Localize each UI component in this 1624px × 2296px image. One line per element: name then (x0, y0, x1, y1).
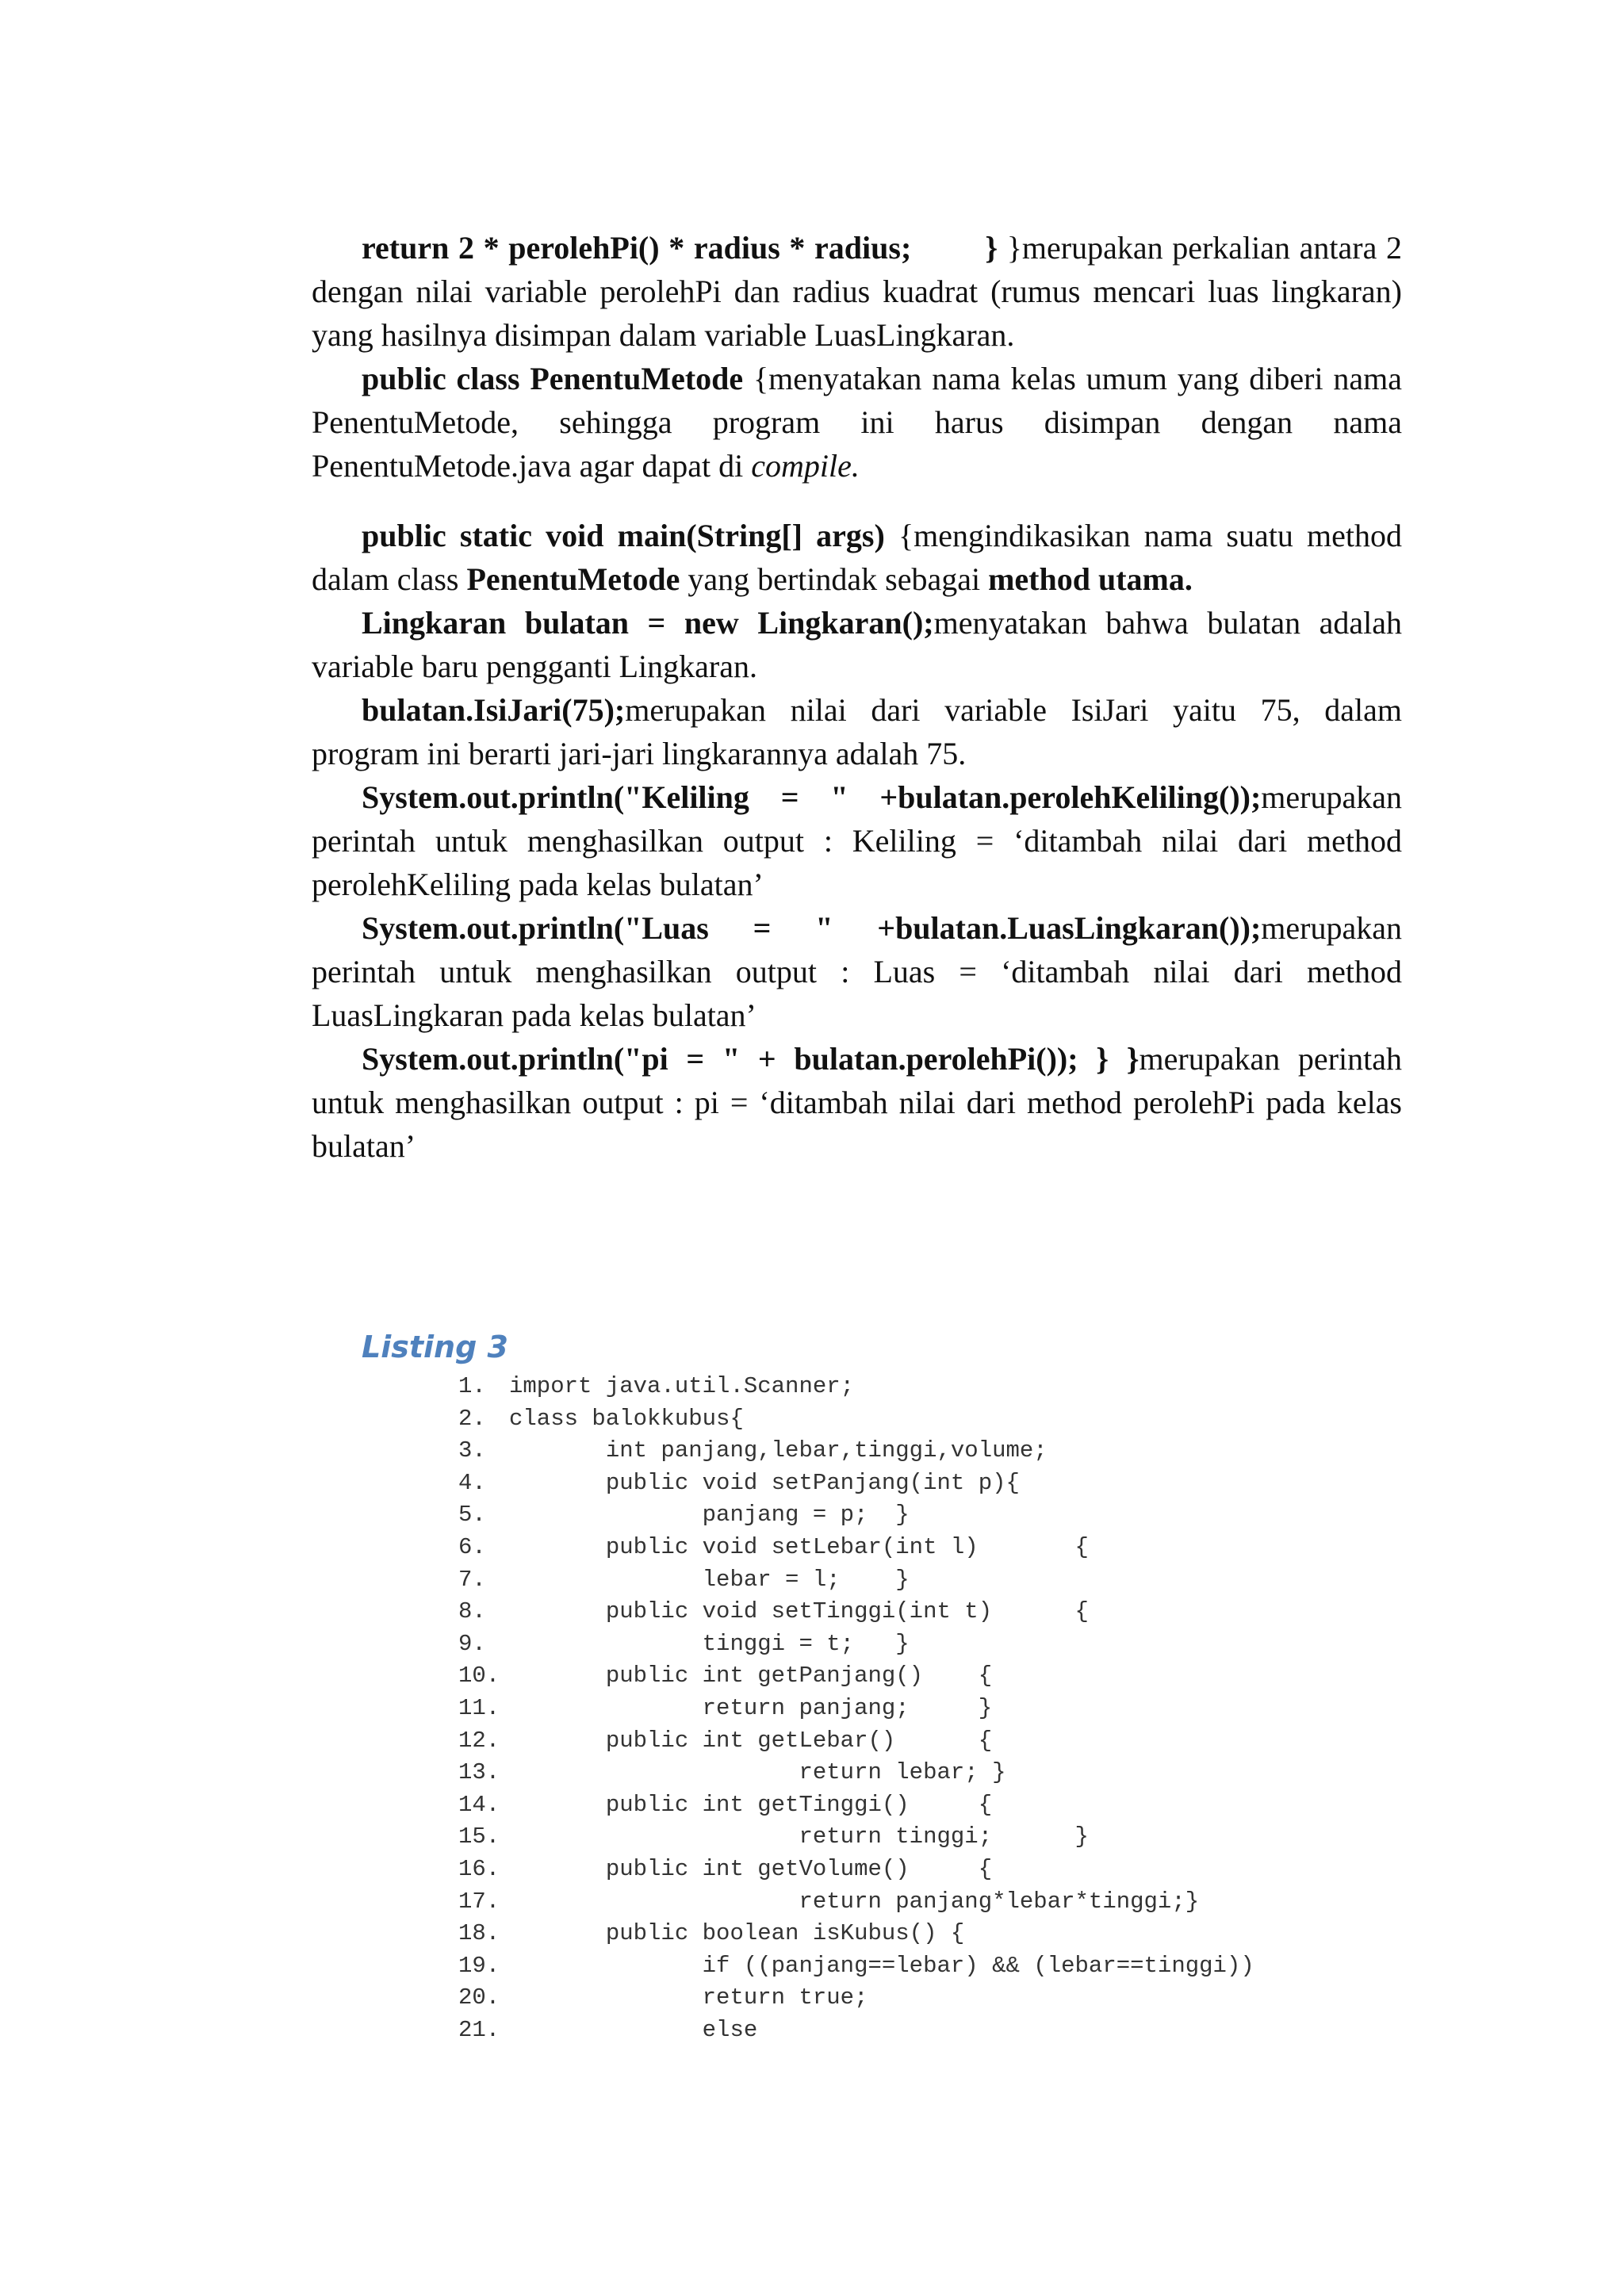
code-line (458, 1854, 1402, 1886)
code-line (458, 1435, 1402, 1468)
code-line-number: 8. (458, 1598, 486, 1625)
code-line-number: 11. (458, 1694, 500, 1721)
code-line-number: 13. (458, 1759, 500, 1786)
text-fragment: merupakan perintah untuk menghasilkan output : pi = ‘ditambah nilai dari method perolehPi pada kelas bulatan’ (312, 1041, 1402, 1164)
code-line-text: return panjang*lebar*tinggi;} (509, 1888, 1200, 1915)
code-line-text: public void setTinggi(int t) { (509, 1598, 1089, 1625)
text-fragment (911, 230, 985, 266)
code-fragment: Lingkaran bulatan = new Lingkaran(); (362, 605, 934, 641)
code-line-text: return panjang; } (509, 1694, 993, 1721)
code-line-number: 19. (458, 1952, 500, 1979)
code-line-text: public int getTinggi() { (509, 1791, 993, 1818)
code-line (458, 1532, 1402, 1564)
code-line (458, 1403, 1402, 1436)
code-line (458, 2015, 1402, 2047)
code-line-text: public int getVolume() { (509, 1855, 993, 1882)
code-line-number: 3. (458, 1437, 486, 1464)
code-line-number: 1. (458, 1373, 486, 1399)
code-fragment: System.out.println("pi = " + bulatan.perolehPi()); } } (362, 1041, 1139, 1077)
code-line-number: 21. (458, 2016, 500, 2043)
paragraph-print-pi (312, 1037, 1402, 1168)
code-line-text: public int getPanjang() { (509, 1663, 993, 1689)
code-fragment: public static void main(String[] args) (362, 518, 885, 553)
code-line (458, 1918, 1402, 1950)
text-fragment: {menyatakan nama kelas umum yang diberi nama PenentuMetode, sehingga program ini harus disimpan dengan nama PenentuMetode.java agar dapat di (312, 361, 1402, 484)
code-line-number: 6. (458, 1533, 486, 1560)
code-line-text: import java.util.Scanner; (509, 1373, 855, 1399)
code-line-number: 5. (458, 1502, 486, 1529)
code-line-text: public int getLebar() { (509, 1727, 993, 1754)
italic-term: compile. (751, 448, 860, 484)
code-line (458, 1596, 1402, 1628)
code-line-text: else (509, 2016, 758, 2043)
code-line (458, 1821, 1402, 1854)
text-fragment: yang bertindak sebagai (680, 561, 989, 597)
code-line-number: 15. (458, 1823, 500, 1850)
text-fragment: merupakan perintah untuk menghasilkan output : Luas = ‘ditambah nilai dari method LuasLingkaran pada kelas bulatan’ (312, 910, 1402, 1033)
paragraph-class-declaration (312, 357, 1402, 488)
code-line-number: 14. (458, 1791, 500, 1818)
paragraph-return-pi (312, 226, 1402, 357)
code-line (458, 1757, 1402, 1789)
code-listing (458, 1371, 1402, 2046)
code-line (458, 1693, 1402, 1725)
code-line-text: public void setPanjang(int p){ (509, 1469, 1020, 1496)
code-fragment: public class PenentuMetode (362, 361, 744, 396)
code-line-text: public void setLebar(int l) { (509, 1533, 1089, 1560)
code-line-number: 2. (458, 1405, 486, 1432)
code-line (458, 1725, 1402, 1758)
code-line-text: panjang = p; } (509, 1502, 910, 1529)
code-line-number: 18. (458, 1920, 500, 1947)
code-line-text: public boolean isKubus() { (509, 1920, 965, 1947)
text-fragment: merupakan nilai dari variable IsiJari yaitu 75, dalam program ini berarti jari-jari lingkarannya adalah 75. (312, 692, 1402, 771)
text-fragment: merupakan perintah untuk menghasilkan output : Keliling = ‘ditambah nilai dari method perolehKeliling pada kelas bulatan’ (312, 779, 1402, 902)
code-line-text: class balokkubus{ (509, 1405, 744, 1432)
code-line-number: 4. (458, 1469, 486, 1496)
code-line-text: return tinggi; } (509, 1823, 1089, 1850)
code-line-text: lebar = l; } (509, 1566, 910, 1593)
code-line-number: 9. (458, 1630, 486, 1657)
paragraph-main-method (312, 514, 1402, 601)
code-line (458, 1468, 1402, 1500)
code-line-text: return lebar; } (509, 1759, 1006, 1786)
paragraph-new-object (312, 601, 1402, 688)
code-line-number: 12. (458, 1727, 500, 1754)
code-line-number: 10. (458, 1663, 500, 1689)
text-fragment: {mengindikasikan nama suatu method dalam class (312, 518, 1402, 597)
code-line (458, 1982, 1402, 2015)
code-line (458, 1950, 1402, 1983)
code-fragment: bulatan.IsiJari(75); (362, 692, 626, 728)
text-fragment: menyatakan bahwa bulatan adalah variable baru pengganti Lingkaran. (312, 605, 1402, 684)
code-fragment: return 2 * perolehPi() * radius * radius; (362, 230, 912, 266)
code-line-number: 20. (458, 1984, 500, 2011)
code-line (458, 1886, 1402, 1919)
explanation-text (312, 226, 1402, 1168)
code-line (458, 1371, 1402, 1403)
code-line-text: int panjang,lebar,tinggi,volume; (509, 1437, 1048, 1464)
code-fragment: System.out.println("Luas = " +bulatan.LuasLingkaran()); (362, 910, 1262, 946)
paragraph-print-luas (312, 906, 1402, 1037)
code-line-text: return true; (509, 1984, 868, 2011)
listing-heading: Listing 3 (362, 1330, 508, 1364)
paragraph-isijari (312, 688, 1402, 775)
code-line-number: 7. (458, 1566, 486, 1593)
code-line (458, 1660, 1402, 1693)
code-line (458, 1789, 1402, 1822)
text-fragment: }merupakan perkalian antara 2 dengan nilai variable perolehPi dan radius kuadrat (rumus mencari luas lingkaran) yang hasilnya disimpan dalam variable LuasLingkaran. (312, 230, 1402, 353)
code-line-number: 16. (458, 1855, 500, 1882)
code-fragment: System.out.println("Keliling = " +bulatan.perolehKeliling()); (362, 779, 1262, 815)
paragraph-print-keliling (312, 775, 1402, 906)
code-line-text: if ((panjang==lebar) && (lebar==tinggi)) (509, 1952, 1254, 1979)
code-fragment: PenentuMetode (466, 561, 680, 597)
code-fragment: } (985, 230, 998, 266)
code-line-number: 17. (458, 1888, 500, 1915)
code-line-text: tinggi = t; } (509, 1630, 910, 1657)
bold-term: method utama. (988, 561, 1193, 597)
code-line (458, 1628, 1402, 1661)
code-line (458, 1499, 1402, 1532)
code-line (458, 1564, 1402, 1597)
